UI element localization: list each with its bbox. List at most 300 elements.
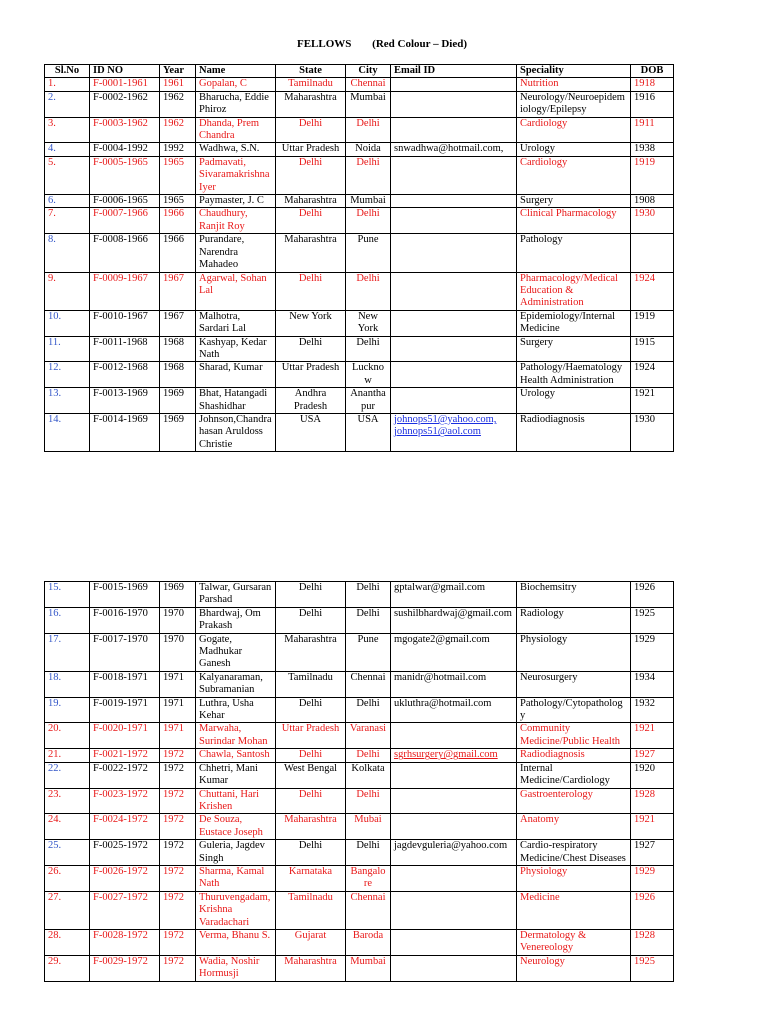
email-cell: snwadhwa@hotmail.com, — [391, 143, 517, 156]
speciality-cell: Neurosurgery — [517, 671, 631, 697]
header-email: Email ID — [391, 65, 517, 78]
email-cell: jagdevguleria@yahoo.com — [391, 840, 517, 866]
dob-cell: 1928 — [631, 929, 674, 955]
speciality-cell: Pathology — [517, 234, 631, 272]
email-cell — [391, 749, 517, 762]
year-cell: 1971 — [160, 723, 196, 749]
name-cell: Purandare, Narendra Mahadeo — [196, 234, 276, 272]
email-cell — [391, 413, 517, 451]
city-cell: Chennai — [346, 671, 391, 697]
name-cell: Chawla, Santosh — [196, 749, 276, 762]
sl-no-cell: 29. — [45, 955, 90, 981]
city-cell: Chennai — [346, 891, 391, 929]
speciality-cell: Dermatology & Venereology — [517, 929, 631, 955]
state-cell: Delhi — [276, 840, 346, 866]
speciality-cell: Medicine — [517, 891, 631, 929]
year-cell: 1972 — [160, 929, 196, 955]
state-cell: Delhi — [276, 582, 346, 608]
state-cell: Maharashtra — [276, 955, 346, 981]
fellows-table-1 — [44, 64, 674, 452]
email-cell — [391, 723, 517, 749]
header-city: City — [346, 65, 391, 78]
state-cell: Delhi — [276, 697, 346, 723]
name-cell: Johnson,Chandrahasan Aruldoss Christie — [196, 413, 276, 451]
table-row — [45, 723, 674, 749]
dob-cell: 1928 — [631, 788, 674, 814]
year-cell: 1969 — [160, 413, 196, 451]
name-cell: Luthra, Usha Kehar — [196, 697, 276, 723]
speciality-cell: Epidemiology/Internal Medicine — [517, 310, 631, 336]
name-cell: Guleria, Jagdev Singh — [196, 840, 276, 866]
sl-no-cell: 24. — [45, 814, 90, 840]
year-cell: 1972 — [160, 955, 196, 981]
dob-cell: 1921 — [631, 388, 674, 414]
year-cell: 1967 — [160, 310, 196, 336]
state-cell: Delhi — [276, 117, 346, 143]
name-cell: Chaudhury, Ranjit Roy — [196, 208, 276, 234]
speciality-cell: Surgery — [517, 336, 631, 362]
dob-cell: 1929 — [631, 633, 674, 671]
table-row — [45, 697, 674, 723]
speciality-cell: Neurology — [517, 955, 631, 981]
speciality-cell: Radiodiagnosis — [517, 413, 631, 451]
year-cell: 1972 — [160, 814, 196, 840]
title-main: FELLOWS — [297, 38, 352, 50]
year-cell: 1972 — [160, 865, 196, 891]
speciality-cell: Cardiology — [517, 156, 631, 194]
dob-cell: 1929 — [631, 865, 674, 891]
sl-no-cell: 26. — [45, 865, 90, 891]
state-cell: Maharashtra — [276, 234, 346, 272]
sl-no-cell: 7. — [45, 208, 90, 234]
speciality-cell: Pathology/Haematology Health Administration — [517, 362, 631, 388]
sl-no-cell: 11. — [45, 336, 90, 362]
table-row — [45, 607, 674, 633]
state-cell: Maharashtra — [276, 91, 346, 117]
speciality-cell: Urology — [517, 143, 631, 156]
dob-cell: 1915 — [631, 336, 674, 362]
sl-no-cell: 6. — [45, 195, 90, 208]
sl-no-cell: 25. — [45, 840, 90, 866]
id-no-cell: F-0007-1966 — [90, 208, 160, 234]
speciality-cell: Anatomy — [517, 814, 631, 840]
dob-cell: 1921 — [631, 814, 674, 840]
year-cell: 1972 — [160, 840, 196, 866]
name-cell: Talwar, Gursaran Parshad — [196, 582, 276, 608]
year-cell: 1968 — [160, 362, 196, 388]
state-cell: Uttar Pradesh — [276, 143, 346, 156]
state-cell: Delhi — [276, 336, 346, 362]
year-cell: 1992 — [160, 143, 196, 156]
dob-cell: 1926 — [631, 582, 674, 608]
city-cell: Mubai — [346, 814, 391, 840]
state-cell: Delhi — [276, 607, 346, 633]
id-no-cell: F-0020-1971 — [90, 723, 160, 749]
city-cell: Delhi — [346, 749, 391, 762]
email-cell — [391, 891, 517, 929]
fellows-table-1-body — [45, 78, 674, 452]
name-cell: Bhat, Hatangadi Shashidhar — [196, 388, 276, 414]
city-cell: Pune — [346, 234, 391, 272]
state-cell: Maharashtra — [276, 195, 346, 208]
year-cell: 1968 — [160, 336, 196, 362]
email-cell — [391, 814, 517, 840]
city-cell: Ananthapur — [346, 388, 391, 414]
sl-no-cell: 10. — [45, 310, 90, 336]
year-cell: 1972 — [160, 762, 196, 788]
speciality-cell: Pathology/Cytopathology — [517, 697, 631, 723]
state-cell: Andhra Pradesh — [276, 388, 346, 414]
sl-no-cell: 14. — [45, 413, 90, 451]
table-row — [45, 929, 674, 955]
year-cell: 1970 — [160, 633, 196, 671]
dob-cell: 1926 — [631, 891, 674, 929]
sl-no-cell: 2. — [45, 91, 90, 117]
table-row — [45, 891, 674, 929]
id-no-cell: F-0002-1962 — [90, 91, 160, 117]
id-no-cell: F-0012-1968 — [90, 362, 160, 388]
table-row — [45, 671, 674, 697]
name-cell: Sharma, Kamal Nath — [196, 865, 276, 891]
fellows-table-2-body — [45, 582, 674, 982]
email-cell — [391, 78, 517, 91]
email-cell — [391, 117, 517, 143]
name-cell: Kalyanaraman, Subramanian — [196, 671, 276, 697]
id-no-cell: F-0018-1971 — [90, 671, 160, 697]
speciality-cell: Surgery — [517, 195, 631, 208]
year-cell: 1965 — [160, 195, 196, 208]
sl-no-cell: 3. — [45, 117, 90, 143]
dob-cell: 1934 — [631, 671, 674, 697]
header-id: ID NO — [90, 65, 160, 78]
name-cell: Bhardwaj, Om Prakash — [196, 607, 276, 633]
city-cell: New York — [346, 310, 391, 336]
city-cell: Kolkata — [346, 762, 391, 788]
email-link[interactable]: johnops51@aol.com — [394, 426, 481, 438]
dob-cell: 1908 — [631, 195, 674, 208]
speciality-cell: Gastroenterology — [517, 788, 631, 814]
speciality-cell: Physiology — [517, 633, 631, 671]
header-row — [45, 65, 674, 78]
header-state: State — [276, 65, 346, 78]
id-no-cell: F-0019-1971 — [90, 697, 160, 723]
email-cell — [391, 788, 517, 814]
sl-no-cell: 17. — [45, 633, 90, 671]
id-no-cell: F-0027-1972 — [90, 891, 160, 929]
speciality-cell: Cardio-respiratory Medicine/Chest Diseases — [517, 840, 631, 866]
table-row — [45, 582, 674, 608]
table-row — [45, 388, 674, 414]
id-no-cell: F-0028-1972 — [90, 929, 160, 955]
table-row — [45, 762, 674, 788]
table-row — [45, 143, 674, 156]
email-cell — [391, 865, 517, 891]
id-no-cell: F-0001-1961 — [90, 78, 160, 91]
city-cell: Varanasi — [346, 723, 391, 749]
id-no-cell: F-0017-1970 — [90, 633, 160, 671]
speciality-cell: Urology — [517, 388, 631, 414]
dob-cell: 1938 — [631, 143, 674, 156]
email-cell — [391, 208, 517, 234]
header-name: Name — [196, 65, 276, 78]
speciality-cell: Radiodiagnosis — [517, 749, 631, 762]
name-cell: Dhanda, Prem Chandra — [196, 117, 276, 143]
year-cell: 1962 — [160, 91, 196, 117]
state-cell: Karnataka — [276, 865, 346, 891]
speciality-cell: Community Medicine/Public Health — [517, 723, 631, 749]
city-cell: Delhi — [346, 336, 391, 362]
state-cell: West Bengal — [276, 762, 346, 788]
state-cell: Uttar Pradesh — [276, 723, 346, 749]
fellows-table-2 — [44, 581, 674, 982]
speciality-cell: Nutrition — [517, 78, 631, 91]
id-no-cell: F-0003-1962 — [90, 117, 160, 143]
state-cell: Maharashtra — [276, 633, 346, 671]
city-cell: Delhi — [346, 156, 391, 194]
year-cell: 1966 — [160, 234, 196, 272]
header-slno: Sl.No — [45, 65, 90, 78]
email-cell — [391, 156, 517, 194]
email-cell — [391, 91, 517, 117]
email-cell — [391, 362, 517, 388]
year-cell: 1972 — [160, 788, 196, 814]
id-no-cell: F-0008-1966 — [90, 234, 160, 272]
speciality-cell: Clinical Pharmacology — [517, 208, 631, 234]
email-cell — [391, 929, 517, 955]
dob-cell: 1918 — [631, 78, 674, 91]
city-cell: Delhi — [346, 117, 391, 143]
id-no-cell: F-0025-1972 — [90, 840, 160, 866]
id-no-cell: F-0013-1969 — [90, 388, 160, 414]
email-cell: gptalwar@gmail.com — [391, 582, 517, 608]
header-dob: DOB — [631, 65, 674, 78]
city-cell: Mumbai — [346, 91, 391, 117]
id-no-cell: F-0024-1972 — [90, 814, 160, 840]
state-cell: Delhi — [276, 156, 346, 194]
table-row — [45, 814, 674, 840]
table-row — [45, 234, 674, 272]
email-cell — [391, 234, 517, 272]
sl-no-cell: 19. — [45, 697, 90, 723]
title-note: (Red Colour – Died) — [372, 38, 467, 50]
table-row — [45, 310, 674, 336]
id-no-cell: F-0023-1972 — [90, 788, 160, 814]
year-cell: 1962 — [160, 117, 196, 143]
id-no-cell: F-0004-1992 — [90, 143, 160, 156]
name-cell: De Souza, Eustace Joseph — [196, 814, 276, 840]
dob-cell: 1930 — [631, 413, 674, 451]
sl-no-cell: 4. — [45, 143, 90, 156]
sl-no-cell: 21. — [45, 749, 90, 762]
id-no-cell: F-0022-1972 — [90, 762, 160, 788]
year-cell: 1971 — [160, 697, 196, 723]
speciality-cell: Radiology — [517, 607, 631, 633]
id-no-cell: F-0011-1968 — [90, 336, 160, 362]
id-no-cell: F-0015-1969 — [90, 582, 160, 608]
sl-no-cell: 12. — [45, 362, 90, 388]
email-cell: ukluthra@hotmail.com — [391, 697, 517, 723]
dob-cell — [631, 234, 674, 272]
table-row — [45, 117, 674, 143]
name-cell: Chhetri, Mani Kumar — [196, 762, 276, 788]
name-cell: Malhotra, Sardari Lal — [196, 310, 276, 336]
sl-no-cell: 20. — [45, 723, 90, 749]
id-no-cell: F-0009-1967 — [90, 272, 160, 310]
city-cell: Pune — [346, 633, 391, 671]
id-no-cell: F-0029-1972 — [90, 955, 160, 981]
email-cell — [391, 336, 517, 362]
name-cell: Agarwal, Sohan Lal — [196, 272, 276, 310]
year-cell: 1966 — [160, 208, 196, 234]
email-cell — [391, 272, 517, 310]
sl-no-cell: 18. — [45, 671, 90, 697]
page-title — [0, 38, 768, 50]
name-cell: Paymaster, J. C — [196, 195, 276, 208]
email-cell — [391, 762, 517, 788]
dob-cell: 1924 — [631, 362, 674, 388]
dob-cell: 1925 — [631, 955, 674, 981]
sl-no-cell: 23. — [45, 788, 90, 814]
email-cell: mgogate2@gmail.com — [391, 633, 517, 671]
dob-cell: 1911 — [631, 117, 674, 143]
dob-cell: 1925 — [631, 607, 674, 633]
sl-no-cell: 1. — [45, 78, 90, 91]
email-cell — [391, 310, 517, 336]
table-row — [45, 362, 674, 388]
email-cell — [391, 955, 517, 981]
name-cell: Padmavati, Sivaramakrishna Iyer — [196, 156, 276, 194]
city-cell: Baroda — [346, 929, 391, 955]
city-cell: Delhi — [346, 840, 391, 866]
city-cell: Delhi — [346, 272, 391, 310]
state-cell: USA — [276, 413, 346, 451]
dob-cell: 1927 — [631, 840, 674, 866]
table-row — [45, 208, 674, 234]
state-cell: Delhi — [276, 272, 346, 310]
year-cell: 1965 — [160, 156, 196, 194]
table-row — [45, 749, 674, 762]
state-cell: Delhi — [276, 788, 346, 814]
state-cell: Maharashtra — [276, 814, 346, 840]
name-cell: Thuruvengadam, Krishna Varadachari — [196, 891, 276, 929]
name-cell: Bharucha, Eddie Phiroz — [196, 91, 276, 117]
state-cell: Gujarat — [276, 929, 346, 955]
speciality-cell: Cardiology — [517, 117, 631, 143]
state-cell: Tamilnadu — [276, 78, 346, 91]
header-speciality: Speciality — [517, 65, 631, 78]
email-link[interactable]: johnops51@yahoo.com, — [394, 413, 497, 425]
state-cell: New York — [276, 310, 346, 336]
dob-cell: 1916 — [631, 91, 674, 117]
city-cell: Bangalore — [346, 865, 391, 891]
id-no-cell: F-0005-1965 — [90, 156, 160, 194]
city-cell: Delhi — [346, 607, 391, 633]
id-no-cell: F-0021-1972 — [90, 749, 160, 762]
table-row — [45, 156, 674, 194]
email-cell: sushilbhardwaj@gmail.com — [391, 607, 517, 633]
speciality-cell: Internal Medicine/Cardiology — [517, 762, 631, 788]
table-row — [45, 413, 674, 451]
sl-no-cell: 5. — [45, 156, 90, 194]
sl-no-cell: 15. — [45, 582, 90, 608]
state-cell: Delhi — [276, 208, 346, 234]
city-cell: Mumbai — [346, 195, 391, 208]
city-cell: USA — [346, 413, 391, 451]
table-row — [45, 840, 674, 866]
dob-cell: 1932 — [631, 697, 674, 723]
email-cell — [391, 388, 517, 414]
table-row — [45, 633, 674, 671]
name-cell: Wadia, Noshir Hormusji — [196, 955, 276, 981]
state-cell: Delhi — [276, 749, 346, 762]
year-cell: 1970 — [160, 607, 196, 633]
state-cell: Tamilnadu — [276, 671, 346, 697]
sl-no-cell: 9. — [45, 272, 90, 310]
year-cell: 1971 — [160, 671, 196, 697]
id-no-cell: F-0016-1970 — [90, 607, 160, 633]
dob-cell: 1930 — [631, 208, 674, 234]
speciality-cell: Neurology/Neuroepidemiology/Epilepsy — [517, 91, 631, 117]
dob-cell: 1919 — [631, 156, 674, 194]
table-row — [45, 91, 674, 117]
sl-no-cell: 27. — [45, 891, 90, 929]
speciality-cell: Physiology — [517, 865, 631, 891]
year-cell: 1967 — [160, 272, 196, 310]
header-year: Year — [160, 65, 196, 78]
dob-cell: 1921 — [631, 723, 674, 749]
table-row — [45, 955, 674, 981]
name-cell: Sharad, Kumar — [196, 362, 276, 388]
name-cell: Marwaha, Surindar Mohan — [196, 723, 276, 749]
id-no-cell: F-0006-1965 — [90, 195, 160, 208]
year-cell: 1972 — [160, 891, 196, 929]
dob-cell: 1927 — [631, 749, 674, 762]
year-cell: 1961 — [160, 78, 196, 91]
sl-no-cell: 22. — [45, 762, 90, 788]
speciality-cell: Pharmacology/Medical Education & Administration — [517, 272, 631, 310]
email-link[interactable]: sgrhsurgery@gmail.com — [394, 749, 498, 761]
city-cell: Delhi — [346, 208, 391, 234]
name-cell: Gogate, Madhukar Ganesh — [196, 633, 276, 671]
city-cell: Lucknow — [346, 362, 391, 388]
speciality-cell: Biochemsitry — [517, 582, 631, 608]
name-cell: Gopalan, C — [196, 78, 276, 91]
city-cell: Delhi — [346, 788, 391, 814]
sl-no-cell: 13. — [45, 388, 90, 414]
table-row — [45, 195, 674, 208]
table-row — [45, 865, 674, 891]
id-no-cell: F-0010-1967 — [90, 310, 160, 336]
city-cell: Delhi — [346, 582, 391, 608]
dob-cell: 1919 — [631, 310, 674, 336]
year-cell: 1972 — [160, 749, 196, 762]
city-cell: Chennai — [346, 78, 391, 91]
name-cell: Chuttani, Hari Krishen — [196, 788, 276, 814]
email-cell: manidr@hotmail.com — [391, 671, 517, 697]
name-cell: Kashyap, Kedar Nath — [196, 336, 276, 362]
state-cell: Uttar Pradesh — [276, 362, 346, 388]
sl-no-cell: 28. — [45, 929, 90, 955]
city-cell: Delhi — [346, 697, 391, 723]
sl-no-cell: 8. — [45, 234, 90, 272]
state-cell: Tamilnadu — [276, 891, 346, 929]
id-no-cell: F-0026-1972 — [90, 865, 160, 891]
name-cell: Wadhwa, S.N. — [196, 143, 276, 156]
dob-cell: 1924 — [631, 272, 674, 310]
table-row — [45, 78, 674, 91]
table-row — [45, 272, 674, 310]
id-no-cell: F-0014-1969 — [90, 413, 160, 451]
